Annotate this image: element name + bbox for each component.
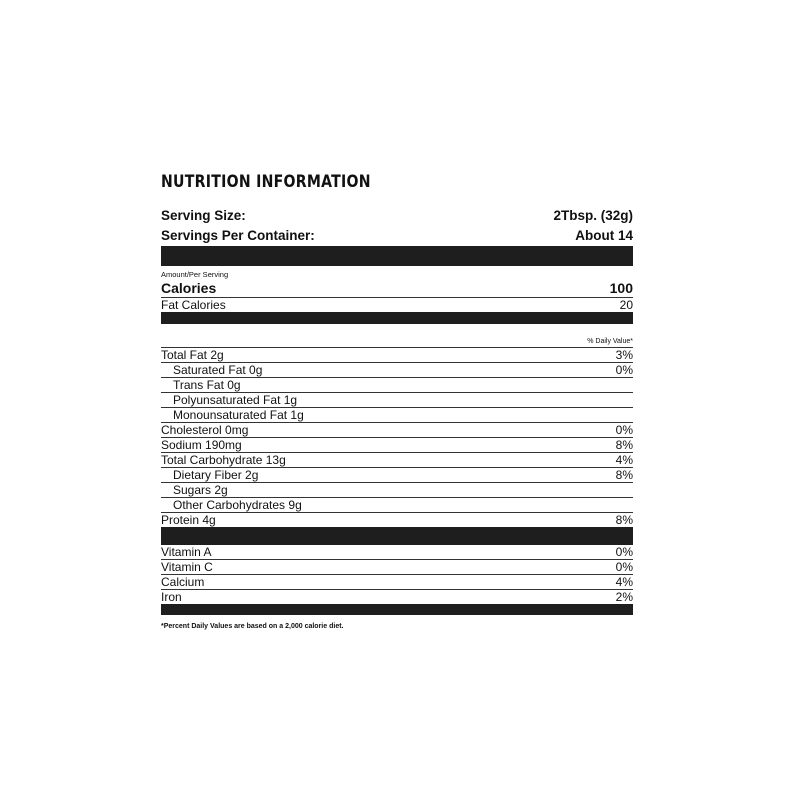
servings-per-container-row xyxy=(161,226,633,246)
row-label: Sugars 2g xyxy=(173,483,228,497)
row-label: Dietary Fiber 2g xyxy=(173,468,259,482)
label-title: NUTRITION INFORMATION xyxy=(161,172,371,192)
nutrient-row xyxy=(161,378,633,393)
vitamin-row xyxy=(161,545,633,560)
vitamin-row xyxy=(161,560,633,575)
row-label: Vitamin A xyxy=(161,545,212,559)
row-daily-value: 2% xyxy=(615,590,633,604)
row-label: Monounsaturated Fat 1g xyxy=(173,408,304,422)
serving-size-row xyxy=(161,206,633,226)
row-daily-value: 0% xyxy=(615,560,633,574)
daily-value-header: % Daily Value* xyxy=(161,337,633,348)
vitamin-row xyxy=(161,575,633,590)
servings-per-container-label: Servings Per Container: xyxy=(161,228,315,243)
nutrient-row xyxy=(161,453,633,468)
serving-size-label: Serving Size: xyxy=(161,208,246,223)
amount-per-serving: Amount/Per Serving xyxy=(161,270,229,279)
fat-calories-value: 20 xyxy=(619,298,633,312)
row-label: Protein 4g xyxy=(161,513,216,527)
row-daily-value: 8% xyxy=(615,438,633,452)
row-label: Iron xyxy=(161,590,182,604)
row-daily-value: 3% xyxy=(615,348,633,362)
nutrient-row xyxy=(161,483,633,498)
row-label: Cholesterol 0mg xyxy=(161,423,249,437)
thick-divider xyxy=(161,604,633,615)
thick-divider xyxy=(161,246,633,266)
nutrition-label xyxy=(161,172,633,630)
nutrient-row xyxy=(161,423,633,438)
fat-calories-row xyxy=(161,298,633,312)
row-daily-value: 4% xyxy=(615,453,633,467)
row-daily-value: 8% xyxy=(615,468,633,482)
row-label: Total Carbohydrate 13g xyxy=(161,453,286,467)
thick-divider xyxy=(161,312,633,324)
row-daily-value: 0% xyxy=(615,363,633,377)
nutrient-list xyxy=(161,348,633,527)
nutrient-row xyxy=(161,513,633,527)
row-daily-value: 8% xyxy=(615,513,633,527)
nutrient-row xyxy=(161,468,633,483)
nutrient-row xyxy=(161,408,633,423)
row-label: Vitamin C xyxy=(161,560,213,574)
nutrient-row xyxy=(161,498,633,513)
thick-divider xyxy=(161,527,633,545)
row-daily-value: 0% xyxy=(615,545,633,559)
row-label: Saturated Fat 0g xyxy=(173,363,263,377)
nutrient-row xyxy=(161,363,633,378)
vitamin-row xyxy=(161,590,633,604)
nutrient-row xyxy=(161,393,633,408)
row-label: Other Carbohydrates 9g xyxy=(173,498,302,512)
calories-row xyxy=(161,280,633,298)
row-label: Calcium xyxy=(161,575,205,589)
row-label: Trans Fat 0g xyxy=(173,378,241,392)
fat-calories-label: Fat Calories xyxy=(161,298,226,312)
vitamin-list xyxy=(161,545,633,604)
row-label: Sodium 190mg xyxy=(161,438,242,452)
nutrient-row xyxy=(161,438,633,453)
serving-size-value: 2Tbsp. (32g) xyxy=(553,208,633,223)
nutrient-row xyxy=(161,348,633,363)
footnote: *Percent Daily Values are based on a 2,000 calorie diet. xyxy=(161,623,344,630)
calories-label: Calories xyxy=(161,280,217,296)
row-daily-value: 0% xyxy=(615,423,633,437)
row-label: Polyunsaturated Fat 1g xyxy=(173,393,298,407)
row-daily-value: 4% xyxy=(615,575,633,589)
row-label: Total Fat 2g xyxy=(161,348,224,362)
calories-value: 100 xyxy=(609,280,633,296)
servings-per-container-value: About 14 xyxy=(575,228,633,243)
